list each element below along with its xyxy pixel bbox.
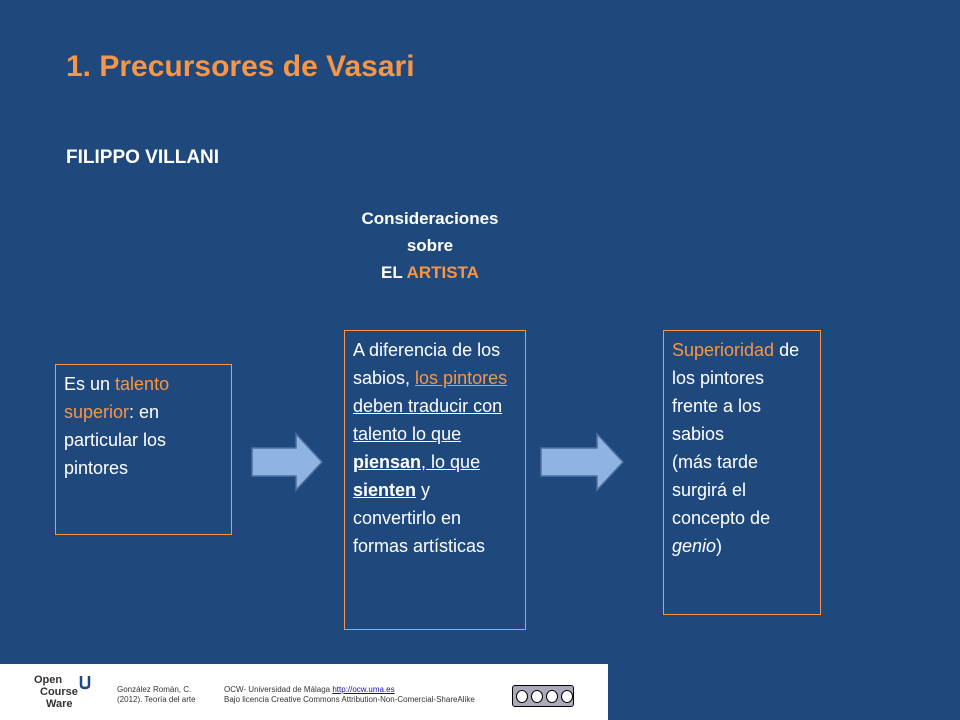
box2-text-6: sienten — [353, 480, 417, 500]
box-talento — [55, 364, 232, 535]
ocw-link[interactable]: http://ocw.uma.es — [332, 685, 395, 694]
box2-text-1: A diferencia de los sabios, — [353, 340, 501, 388]
box2-text-4: piensan — [353, 452, 422, 472]
arrow-right-icon — [250, 432, 324, 492]
box3-text-4: genio — [672, 536, 717, 556]
footer-author-line1: González Román, C. — [117, 685, 192, 694]
box2-text-7: y convertirlo en formas artísticas — [353, 480, 486, 556]
ocw-logo-line2: Course — [40, 686, 78, 698]
box2-text-2: los pintores — [415, 368, 508, 388]
cc-icon — [516, 690, 528, 703]
footer-author — [117, 685, 196, 705]
box2-text-5: , lo que — [421, 452, 481, 472]
footer-info-line1 — [224, 685, 475, 695]
consideraciones-line3-b: ARTISTA — [406, 263, 479, 282]
sa-icon — [561, 690, 573, 703]
consideraciones-line2: sobre — [406, 236, 454, 255]
footer-author-line2: (2012). Teoría del arte — [117, 695, 196, 704]
box2-text-3: deben traducir con talento lo que — [353, 396, 503, 444]
footer-info-line1-a: OCW- Universidad de Málaga — [224, 685, 333, 694]
arrow-right-icon — [539, 432, 625, 492]
box3-text-5: ) — [716, 536, 723, 556]
by-icon — [531, 690, 543, 703]
footer-info-line2: Bajo licencia Creative Commons Attribution-Non-Comercial-ShareAlike — [224, 695, 475, 704]
box3-text-1: Superioridad — [672, 340, 775, 360]
footer — [0, 664, 608, 720]
consideraciones-line3 — [330, 259, 530, 286]
consideraciones-line3-a: EL — [381, 263, 407, 282]
box1-text-2: talento superior — [64, 374, 170, 422]
box3-text-2: de los pintores frente a los sabios — [672, 340, 800, 444]
box1-text-1: Es un — [64, 374, 116, 394]
consideraciones-line1: Consideraciones — [361, 209, 499, 228]
slide-title: 1. Precursores de Vasari — [66, 50, 415, 83]
footer-info — [224, 685, 475, 705]
ocw-mark-icon — [78, 674, 92, 690]
box1-text-3: : en particular los pintores — [64, 402, 167, 478]
consideraciones-heading — [330, 205, 530, 286]
cc-license-icon — [512, 685, 574, 707]
box-superioridad — [663, 330, 821, 615]
ocw-logo-line1: Open — [34, 674, 63, 686]
box3-text-3: (más tarde surgirá el concepto de — [672, 452, 771, 528]
box-pintores — [344, 330, 526, 630]
nc-icon — [546, 690, 558, 703]
ocw-logo-line3: Ware — [46, 698, 73, 710]
slide-subtitle: FILIPPO VILLANI — [66, 147, 220, 168]
